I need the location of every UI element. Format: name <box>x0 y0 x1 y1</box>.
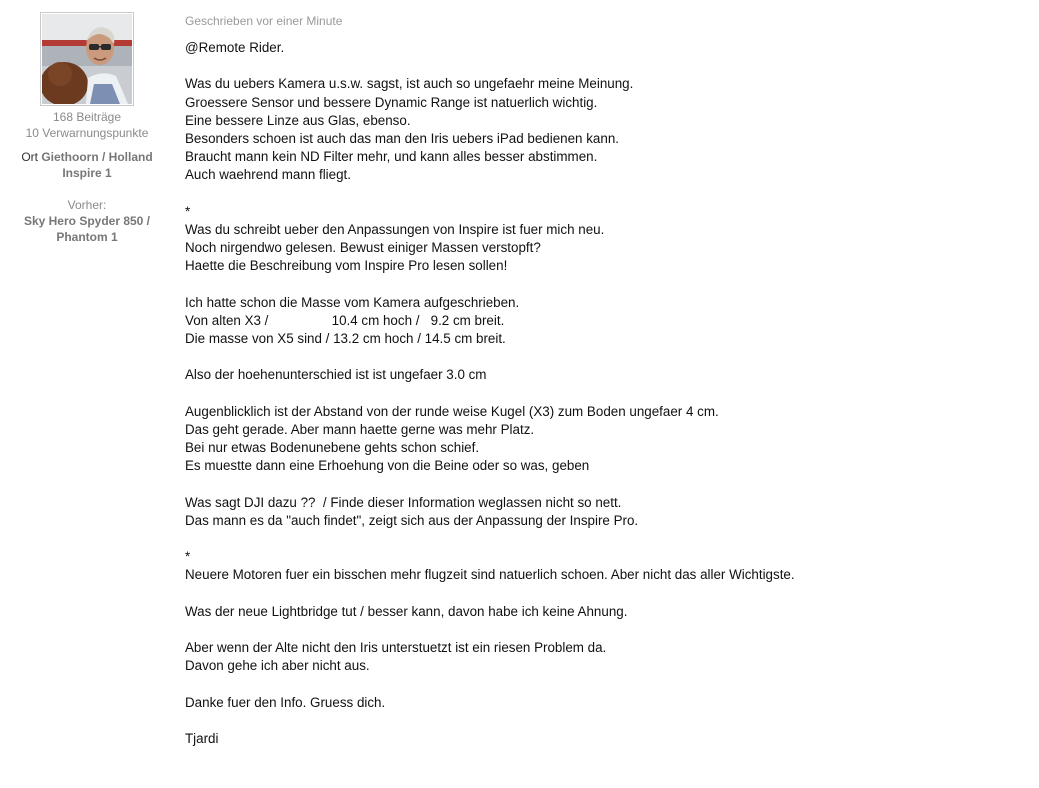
previous-label: Vorher: <box>67 198 107 212</box>
post-line: Von alten X3 / 10.4 cm hoch / 9.2 cm breit. <box>185 312 505 328</box>
previous-value-2: Phantom 1 <box>56 230 118 244</box>
post-line: Ich hatte schon die Masse vom Kamera aufgeschrieben. <box>185 294 520 310</box>
post-count: 168 Beiträge <box>52 110 122 124</box>
post-line: Was du schreibt ueber den Anpassungen von Inspire ist fuer mich neu. <box>185 221 605 237</box>
post-line: Das geht gerade. Aber mann haette gerne was mehr Platz. <box>185 421 535 437</box>
author-location <box>14 149 160 181</box>
current-drone: Inspire 1 <box>62 166 112 180</box>
post-line: Groessere Sensor und bessere Dynamic Range ist natuerlich wichtig. <box>185 94 598 110</box>
post-content <box>185 13 1025 748</box>
author-previous <box>14 197 160 245</box>
post-line <box>185 585 1025 603</box>
post-line: Davon gehe ich aber nicht aus. <box>185 658 370 674</box>
post-line: Auch waehrend mann fliegt. <box>185 167 351 183</box>
post-line: Also der hoehenunterschied ist ist ungefaer 3.0 cm <box>185 367 487 383</box>
post-line: Die masse von X5 sind / 13.2 cm hoch / 14.5 cm breit. <box>185 331 506 346</box>
location-label: Ort <box>21 150 38 164</box>
post-line <box>185 676 1025 694</box>
post-line: Es muestte dann eine Erhoehung von die Beine oder so was, geben <box>185 458 590 474</box>
location-value: Giethoorn / Holland <box>41 150 153 164</box>
post-line: @Remote Rider. <box>185 40 285 55</box>
post-line: Aber wenn der Alte nicht den Iris unterstuetzt ist ein riesen Problem da. <box>185 640 607 656</box>
post-line <box>185 712 1025 730</box>
post-line: Braucht mann kein ND Filter mehr, und kann alles besser abstimmen. <box>185 149 598 165</box>
post-body <box>185 39 1025 748</box>
post-line: Neuere Motoren fuer ein bisschen mehr flugzeit sind natuerlich schoen. Aber nicht das aller Wichtigste. <box>185 567 795 583</box>
previous-value-1: Sky Hero Spyder 850 / <box>23 214 151 228</box>
post-line <box>185 530 1025 548</box>
avatar[interactable] <box>40 12 134 106</box>
post-line: Bei nur etwas Bodenunebene gehts schon schief. <box>185 440 480 456</box>
post-line: Was der neue Lightbridge tut / besser kann, davon habe ich keine Ahnung. <box>185 603 628 619</box>
post-line <box>185 385 1025 403</box>
post-line: Haette die Beschreibung vom Inspire Pro lesen sollen! <box>185 258 508 274</box>
post-line <box>185 57 1025 75</box>
post-line: Eine bessere Linze aus Glas, ebenso. <box>185 112 411 128</box>
author-stats <box>14 109 160 141</box>
post-line: Das mann es da "auch findet", zeigt sich aus der Anpassung der Inspire Pro. <box>185 512 639 528</box>
post-line <box>185 476 1025 494</box>
post-line <box>185 348 1025 366</box>
post-timestamp: Geschrieben vor einer Minute <box>185 14 343 28</box>
avatar-image <box>42 14 132 104</box>
post-line <box>185 275 1025 293</box>
post-line: * <box>185 203 191 219</box>
warning-points: 10 Verwarnungspunkte <box>25 126 149 140</box>
post-line <box>185 621 1025 639</box>
post-line: Danke fuer den Info. Gruess dich. <box>185 694 386 710</box>
post-line <box>185 185 1025 203</box>
post-line: Augenblicklich ist der Abstand von der runde weise Kugel (X3) zum Boden ungefaer 4 cm. <box>185 403 719 419</box>
post-line: Noch nirgendwo gelesen. Bewust einiger Massen verstopft? <box>185 240 541 256</box>
post-line: Was sagt DJI dazu ?? / Finde dieser Information weglassen nicht so nett. <box>185 494 622 510</box>
post-line: * <box>185 549 191 565</box>
post-line: Tjardi <box>185 731 219 747</box>
post-line: Besonders schoen ist auch das man den Iris uebers iPad bedienen kann. <box>185 130 619 146</box>
author-panel <box>14 12 160 245</box>
post-line: Was du uebers Kamera u.s.w. sagst, ist auch so ungefaehr meine Meinung. <box>185 76 634 92</box>
